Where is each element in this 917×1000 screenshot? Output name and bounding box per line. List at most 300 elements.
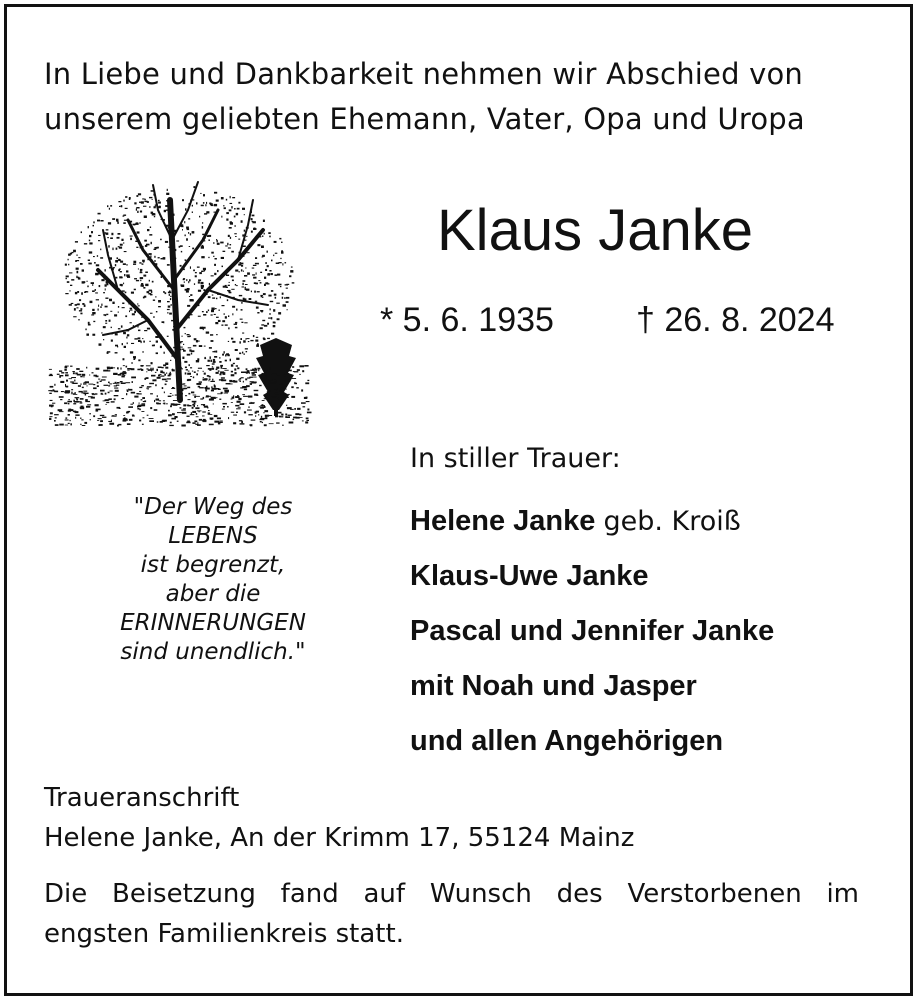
foliage-dot	[242, 208, 245, 210]
ground-dot	[75, 417, 76, 419]
foliage-dot	[149, 341, 151, 342]
foliage-dot	[226, 287, 228, 288]
foliage-dot	[100, 257, 103, 259]
foliage-dot	[241, 302, 243, 303]
foliage-dot	[144, 240, 147, 242]
ground-dot	[106, 370, 110, 371]
ground-dot	[164, 374, 166, 376]
ground-dot	[130, 404, 133, 405]
foliage-dot	[140, 277, 143, 279]
ground-dot	[257, 368, 260, 370]
mourner-suffix: geb. Kroiß	[603, 506, 741, 537]
foliage-dot	[201, 205, 204, 207]
ground-dot	[306, 397, 308, 399]
foliage-dot	[68, 264, 69, 266]
foliage-dot	[210, 360, 212, 362]
ground-dot	[183, 388, 187, 390]
foliage-dot	[261, 246, 264, 249]
foliage-dot	[142, 351, 143, 353]
foliage-dot	[130, 310, 133, 311]
ground-dot	[60, 381, 64, 383]
ground-dot	[264, 410, 268, 412]
foliage-dot	[270, 273, 273, 275]
ground-dot	[301, 402, 306, 404]
ground-dot	[54, 384, 55, 386]
ground-dot	[198, 370, 199, 372]
foliage-dot	[105, 284, 107, 286]
foliage-dot	[207, 235, 209, 237]
ground-dot	[83, 383, 87, 384]
foliage-dot	[112, 218, 115, 220]
foliage-dot	[253, 265, 257, 266]
ground-dot	[266, 375, 267, 376]
foliage-dot	[117, 257, 119, 259]
foliage-dot	[103, 326, 106, 328]
foliage-dot	[192, 248, 194, 250]
ground-dot	[258, 414, 259, 415]
foliage-dot	[201, 256, 204, 258]
foliage-dot	[133, 261, 136, 263]
foliage-dot	[111, 233, 113, 235]
ground-dot	[185, 395, 187, 396]
foliage-dot	[190, 233, 191, 235]
foliage-dot	[168, 292, 171, 294]
ground-dot	[175, 395, 179, 396]
ground-dot	[306, 401, 310, 402]
ground-dot	[98, 418, 102, 419]
ground-dot	[264, 424, 267, 426]
foliage-dot	[239, 341, 241, 343]
foliage-dot	[79, 299, 81, 301]
foliage-dot	[180, 341, 183, 342]
birth-date: * 5. 6. 1935	[380, 301, 554, 339]
foliage-dot	[99, 285, 101, 287]
foliage-dot	[88, 226, 89, 228]
ground-dot	[114, 388, 118, 389]
ground-dot	[277, 374, 280, 376]
foliage-dot	[137, 304, 138, 305]
ground-dot	[92, 372, 94, 373]
foliage-dot	[255, 283, 258, 285]
foliage-dot	[116, 248, 118, 250]
foliage-dot	[246, 236, 247, 237]
foliage-dot	[274, 322, 276, 323]
foliage-dot	[189, 364, 190, 366]
foliage-dot	[201, 287, 203, 289]
ground-dot	[305, 421, 308, 423]
ground-dot	[231, 402, 233, 403]
foliage-dot	[152, 281, 154, 283]
foliage-dot	[244, 322, 247, 323]
ground-dot	[195, 407, 199, 409]
foliage-dot	[220, 296, 221, 298]
foliage-dot	[255, 257, 257, 259]
foliage-dot	[247, 252, 250, 253]
ground-dot	[59, 424, 64, 426]
ground-dot	[302, 370, 304, 372]
foliage-dot	[256, 307, 259, 309]
foliage-dot	[222, 354, 224, 356]
foliage-dot	[187, 334, 190, 335]
ground-dot	[217, 393, 222, 394]
address-value: Helene Janke, An der Krimm 17, 55124 Mainz	[44, 823, 635, 853]
foliage-dot	[206, 202, 207, 204]
foliage-dot	[241, 220, 243, 223]
foliage-dot	[75, 292, 77, 294]
foliage-dot	[265, 269, 267, 271]
foliage-dot	[124, 274, 125, 276]
foliage-dot	[276, 303, 280, 304]
foliage-dot	[131, 343, 134, 344]
foliage-dot	[225, 354, 226, 356]
ground-dot	[241, 372, 246, 374]
ground-dot	[187, 387, 190, 389]
foliage-dot	[236, 358, 239, 360]
foliage-dot	[183, 278, 185, 280]
ground-dot	[82, 374, 85, 376]
ground-dot	[182, 412, 186, 414]
foliage-dot	[115, 352, 118, 353]
foliage-dot	[264, 277, 266, 279]
foliage-dot	[151, 242, 152, 244]
foliage-dot	[114, 314, 117, 316]
foliage-dot	[255, 340, 258, 342]
foliage-dot	[167, 336, 169, 337]
ground-dot	[262, 400, 265, 401]
foliage-dot	[120, 284, 123, 286]
foliage-dot	[156, 369, 158, 371]
ground-dot	[170, 405, 172, 407]
mourner-name: Helene Janke	[410, 505, 596, 537]
foliage-dot	[93, 225, 95, 227]
foliage-dot	[109, 320, 111, 322]
foliage-dot	[77, 291, 79, 293]
ground-dot	[243, 396, 248, 397]
ground-dot	[208, 410, 210, 411]
foliage-dot	[236, 213, 238, 215]
foliage-dot	[221, 197, 224, 199]
ground-dot	[139, 387, 142, 388]
foliage-dot	[220, 365, 223, 367]
ground-dot	[89, 413, 90, 414]
mourner-line: und allen Angehörigen	[410, 725, 724, 757]
foliage-dot	[75, 241, 78, 243]
foliage-dot	[275, 274, 278, 276]
ground-dot	[65, 384, 66, 386]
ground-dot	[197, 423, 199, 424]
foliage-dot	[204, 346, 206, 347]
foliage-dot	[219, 310, 220, 311]
foliage-dot	[136, 222, 139, 223]
ground-dot	[73, 394, 77, 395]
foliage-dot	[154, 216, 155, 217]
foliage-dot	[84, 243, 87, 244]
foliage-dot	[93, 256, 95, 257]
ground-dot	[207, 407, 208, 409]
foliage-dot	[170, 372, 171, 373]
foliage-dot	[167, 312, 168, 313]
foliage-dot	[184, 327, 186, 328]
foliage-dot	[111, 340, 113, 342]
foliage-dot	[125, 292, 127, 294]
foliage-dot	[192, 299, 194, 301]
ground-dot	[276, 422, 280, 423]
foliage-dot	[149, 280, 150, 282]
foliage-dot	[235, 236, 237, 237]
foliage-dot	[213, 242, 214, 243]
ground-dot	[61, 372, 64, 373]
foliage-dot	[232, 306, 235, 308]
ground-dot	[212, 366, 213, 367]
foliage-dot	[144, 330, 147, 331]
ground-dot	[169, 373, 170, 375]
foliage-dot	[126, 337, 127, 339]
foliage-dot	[89, 251, 92, 253]
foliage-dot	[258, 280, 260, 281]
foliage-dot	[146, 371, 147, 372]
ground-dot	[188, 399, 191, 400]
ground-dot	[150, 407, 152, 409]
ground-dot	[49, 416, 52, 417]
ground-dot	[141, 405, 145, 407]
ground-dot	[54, 414, 59, 415]
foliage-dot	[211, 275, 214, 276]
ground-dot	[70, 420, 71, 421]
ground-dot	[228, 384, 232, 385]
ground-dot	[83, 376, 85, 377]
foliage-dot	[65, 264, 67, 266]
foliage-dot	[216, 239, 217, 240]
foliage-dot	[264, 284, 266, 286]
intro-text	[44, 52, 805, 142]
ground-dot	[57, 374, 60, 375]
foliage-dot	[93, 221, 94, 223]
ground-dot	[205, 388, 210, 390]
ground-dot	[272, 374, 277, 375]
foliage-dot	[210, 203, 213, 205]
foliage-dot	[118, 201, 121, 202]
foliage-dot	[166, 210, 168, 211]
foliage-dot	[197, 267, 200, 268]
foliage-dot	[205, 204, 206, 206]
foliage-dot	[115, 277, 117, 279]
foliage-dot	[136, 207, 139, 209]
ground-dot	[287, 416, 290, 418]
ground-dot	[141, 369, 143, 371]
foliage-dot	[244, 353, 245, 355]
foliage-dot	[188, 232, 189, 234]
ground-dot	[209, 379, 211, 380]
ground-dot	[120, 381, 123, 382]
ground-dot	[259, 385, 262, 386]
foliage-dot	[216, 200, 219, 202]
ground-dot	[196, 413, 197, 415]
ground-dot	[307, 380, 309, 381]
ground-dot	[195, 396, 200, 397]
foliage-dot	[156, 352, 158, 354]
ground-dot	[265, 371, 267, 373]
ground-dot	[49, 369, 52, 370]
foliage-dot	[168, 306, 171, 308]
ground-dot	[228, 417, 229, 419]
foliage-dot	[234, 216, 236, 218]
foliage-dot	[108, 245, 109, 247]
ground-dot	[303, 406, 306, 407]
ground-dot	[132, 416, 135, 417]
ground-dot	[126, 419, 128, 421]
ground-dot	[83, 391, 87, 392]
foliage-dot	[281, 242, 282, 243]
ground-dot	[222, 368, 226, 369]
ground-dot	[107, 367, 110, 369]
quote-line: LEBENS	[168, 523, 258, 549]
foliage-dot	[167, 309, 170, 310]
ground-dot	[192, 371, 193, 372]
foliage-dot	[87, 281, 88, 282]
foliage-dot	[242, 283, 243, 285]
ground-dot	[114, 398, 116, 400]
ground-dot	[163, 400, 165, 401]
ground-dot	[97, 420, 99, 421]
ground-dot	[78, 385, 81, 387]
foliage-dot	[105, 315, 107, 316]
foliage-dot	[181, 251, 182, 253]
foliage-dot	[84, 281, 86, 283]
foliage-dot	[185, 208, 187, 210]
foliage-dot	[122, 343, 123, 345]
ground-dot	[127, 370, 129, 371]
foliage-dot	[223, 251, 226, 252]
foliage-dot	[198, 281, 200, 283]
ground-dot	[168, 414, 172, 416]
ground-dot	[109, 423, 114, 425]
ground-dot	[246, 385, 250, 387]
foliage-dot	[138, 268, 139, 269]
foliage-dot	[141, 201, 144, 203]
foliage-dot	[206, 211, 209, 213]
foliage-dot	[169, 313, 172, 315]
foliage-dot	[208, 257, 209, 258]
foliage-dot	[153, 316, 154, 318]
ground-dot	[102, 417, 106, 418]
foliage-dot	[186, 227, 189, 229]
ground-dot	[292, 366, 294, 368]
foliage-dot	[233, 363, 235, 364]
ground-dot	[115, 414, 117, 415]
foliage-dot	[163, 291, 165, 293]
foliage-dot	[105, 298, 108, 299]
foliage-dot	[118, 259, 120, 261]
foliage-dot	[228, 315, 229, 317]
foliage-dot	[154, 249, 157, 250]
foliage-dot	[203, 268, 206, 271]
ground-dot	[227, 406, 229, 408]
foliage-dot	[107, 205, 108, 207]
foliage-dot	[212, 295, 214, 296]
foliage-dot	[212, 363, 215, 364]
foliage-dot	[260, 327, 263, 329]
foliage-dot	[225, 360, 227, 362]
foliage-dot	[129, 197, 131, 199]
foliage-dot	[137, 231, 140, 233]
foliage-dot	[134, 202, 136, 204]
ground-dot	[173, 404, 177, 406]
ground-dot	[276, 389, 278, 390]
foliage-dot	[148, 293, 151, 295]
foliage-dot	[164, 210, 166, 212]
foliage-dot	[268, 318, 271, 319]
ground-dot	[209, 424, 214, 426]
ground-dot	[198, 386, 200, 388]
mourners-list	[410, 494, 774, 769]
foliage-dot	[230, 222, 233, 225]
foliage-dot	[120, 244, 123, 246]
foliage-dot	[201, 285, 204, 288]
ground-dot	[269, 382, 271, 384]
foliage-dot	[239, 262, 241, 264]
ground-dot	[203, 379, 207, 381]
foliage-dot	[93, 321, 95, 322]
foliage-dot	[229, 209, 232, 211]
ground-dot	[126, 382, 131, 383]
foliage-dot	[156, 341, 158, 343]
foliage-dot	[147, 291, 150, 293]
foliage-dot	[88, 324, 91, 326]
foliage-dot	[223, 205, 224, 207]
ground-dot	[287, 407, 292, 409]
foliage-dot	[176, 241, 179, 242]
ground-dot	[95, 393, 97, 394]
foliage-dot	[98, 240, 100, 241]
foliage-dot	[211, 310, 214, 312]
ground-dot	[203, 377, 204, 378]
ground-dot	[125, 372, 127, 374]
ground-dot	[249, 424, 251, 425]
ground-dot	[216, 369, 218, 371]
ground-dot	[208, 368, 212, 370]
foliage-dot	[292, 282, 295, 283]
foliage-dot	[214, 192, 217, 194]
foliage-dot	[154, 247, 157, 249]
foliage-dot	[246, 351, 248, 352]
foliage-dot	[252, 268, 255, 269]
foliage-dot	[163, 364, 166, 366]
foliage-dot	[211, 340, 214, 342]
ground-dot	[75, 373, 78, 375]
foliage-dot	[131, 292, 134, 294]
foliage-dot	[203, 202, 205, 204]
foliage-dot	[105, 320, 107, 322]
foliage-dot	[191, 353, 192, 355]
ground-dot	[97, 382, 99, 384]
ground-dot	[261, 416, 262, 418]
foliage-dot	[130, 351, 133, 353]
foliage-dot	[123, 332, 126, 334]
ground-dot	[183, 404, 186, 406]
ground-dot	[171, 388, 175, 389]
foliage-dot	[145, 199, 146, 201]
ground-dot	[209, 376, 211, 378]
foliage-dot	[211, 252, 214, 254]
ground-dot	[100, 415, 105, 416]
foliage-dot	[80, 313, 82, 315]
foliage-dot	[110, 311, 112, 312]
foliage-dot	[253, 228, 257, 230]
foliage-dot	[186, 279, 187, 281]
foliage-dot	[69, 272, 72, 273]
foliage-dot	[86, 334, 89, 336]
ground-dot	[238, 380, 240, 381]
